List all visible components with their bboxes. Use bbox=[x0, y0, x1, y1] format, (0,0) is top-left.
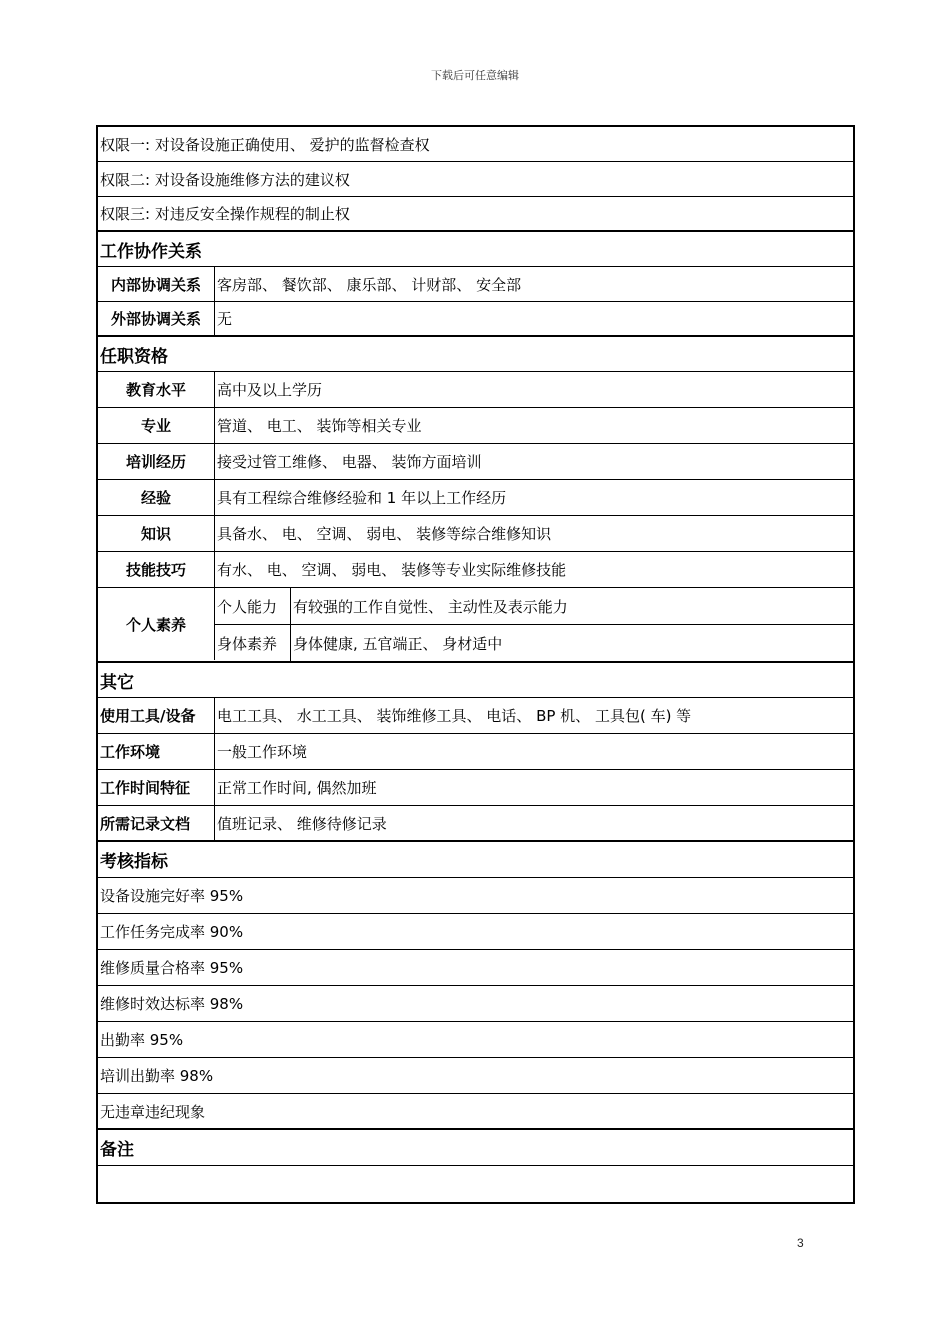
personal-subrow-ability bbox=[215, 588, 853, 625]
kpi-item bbox=[98, 1058, 853, 1094]
qualification-row-major bbox=[98, 408, 853, 444]
kpi-text: 维修质量合格率 95% bbox=[100, 959, 244, 977]
qualification-row-education bbox=[98, 372, 853, 408]
sub-label: 个人能力 bbox=[215, 588, 291, 624]
kpi-item bbox=[98, 950, 853, 986]
field-value: 高中及以上学历 bbox=[217, 381, 323, 399]
field-label: 工作环境 bbox=[98, 734, 215, 769]
authority-row bbox=[98, 197, 853, 232]
field-label: 专业 bbox=[98, 408, 215, 443]
field-value: 具备水、 电、 空调、 弱电、 装修等综合维修知识 bbox=[217, 525, 552, 543]
field-value: 电工工具、 水工工具、 装饰维修工具、 电话、 BP 机、 工具包( 车) 等 bbox=[217, 707, 692, 725]
field-value: 正常工作时间, 偶然加班 bbox=[217, 779, 377, 797]
field-label: 知识 bbox=[98, 516, 215, 551]
section-title: 其它 bbox=[100, 672, 134, 693]
section-header-relations bbox=[98, 232, 853, 267]
section-title: 工作协作关系 bbox=[100, 241, 202, 262]
other-row-records bbox=[98, 806, 853, 842]
field-label: 经验 bbox=[98, 480, 215, 515]
section-header-qualification bbox=[98, 337, 853, 372]
field-value: 值班记录、 维修待修记录 bbox=[217, 814, 387, 833]
sub-label: 身体素养 bbox=[215, 625, 291, 661]
field-value: 具有工程综合维修经验和 1 年以上工作经历 bbox=[217, 489, 507, 507]
kpi-item bbox=[98, 1022, 853, 1058]
field-value: 管道、 电工、 装饰等相关专业 bbox=[217, 417, 422, 435]
kpi-item bbox=[98, 878, 853, 914]
relation-row-external bbox=[98, 302, 853, 337]
section-title: 考核指标 bbox=[100, 852, 168, 872]
other-row-tools bbox=[98, 698, 853, 734]
field-value: 一般工作环境 bbox=[217, 743, 308, 761]
kpi-text: 无违章违纪现象 bbox=[100, 1102, 206, 1121]
kpi-text: 出勤率 95% bbox=[100, 1031, 184, 1049]
authority-text: 权限一: 对设备设施正确使用、 爱护的监督检查权 bbox=[100, 135, 430, 154]
authority-row bbox=[98, 127, 853, 162]
field-label: 外部协调关系 bbox=[98, 302, 215, 335]
personal-subrow-physical bbox=[215, 625, 853, 661]
section-header-kpi bbox=[98, 842, 853, 878]
section-header-remarks bbox=[98, 1130, 853, 1166]
kpi-text: 设备设施完好率 95% bbox=[100, 887, 244, 905]
section-title: 备注 bbox=[100, 1140, 134, 1160]
sub-value: 身体健康, 五官端正、 身材适中 bbox=[293, 634, 503, 653]
section-title: 任职资格 bbox=[100, 346, 168, 367]
kpi-item bbox=[98, 1094, 853, 1130]
field-label: 教育水平 bbox=[98, 372, 215, 407]
header-note: 下载后可任意编辑 bbox=[431, 69, 519, 82]
field-label: 内部协调关系 bbox=[98, 267, 215, 301]
other-row-time bbox=[98, 770, 853, 806]
relation-row-internal bbox=[98, 267, 853, 302]
field-label: 使用工具/设备 bbox=[98, 698, 215, 733]
field-label: 技能技巧 bbox=[98, 552, 215, 587]
field-value: 无 bbox=[217, 310, 233, 328]
field-value: 接受过管工维修、 电器、 装饰方面培训 bbox=[217, 453, 482, 471]
qualification-row-knowledge bbox=[98, 516, 853, 552]
page-number: 3 bbox=[797, 1236, 804, 1250]
field-label: 工作时间特征 bbox=[98, 770, 215, 805]
field-label: 个人素养 bbox=[98, 588, 215, 660]
section-header-other bbox=[98, 663, 853, 698]
authority-text: 权限二: 对设备设施维修方法的建议权 bbox=[100, 170, 350, 189]
personal-subtable bbox=[215, 588, 853, 661]
job-description-table bbox=[96, 125, 855, 1204]
authority-text: 权限三: 对违反安全操作规程的制止权 bbox=[100, 205, 350, 223]
field-value: 有水、 电、 空调、 弱电、 装修等专业实际维修技能 bbox=[217, 561, 567, 579]
remarks-row bbox=[98, 1166, 853, 1202]
sub-value: 有较强的工作自觉性、 主动性及表示能力 bbox=[293, 597, 568, 616]
other-row-environment bbox=[98, 734, 853, 770]
qualification-row-personal bbox=[98, 588, 853, 663]
kpi-text: 工作任务完成率 90% bbox=[100, 923, 244, 941]
kpi-text: 维修时效达标率 98% bbox=[100, 995, 244, 1013]
qualification-row-experience bbox=[98, 480, 853, 516]
field-label: 所需记录文档 bbox=[98, 806, 215, 840]
field-label: 培训经历 bbox=[98, 444, 215, 479]
authority-row bbox=[98, 162, 853, 197]
qualification-row-skill bbox=[98, 552, 853, 588]
kpi-item bbox=[98, 986, 853, 1022]
kpi-item bbox=[98, 914, 853, 950]
kpi-text: 培训出勤率 98% bbox=[100, 1067, 214, 1085]
remarks-value bbox=[98, 1166, 853, 1202]
qualification-row-training bbox=[98, 444, 853, 480]
field-value: 客房部、 餐饮部、 康乐部、 计财部、 安全部 bbox=[217, 275, 522, 294]
